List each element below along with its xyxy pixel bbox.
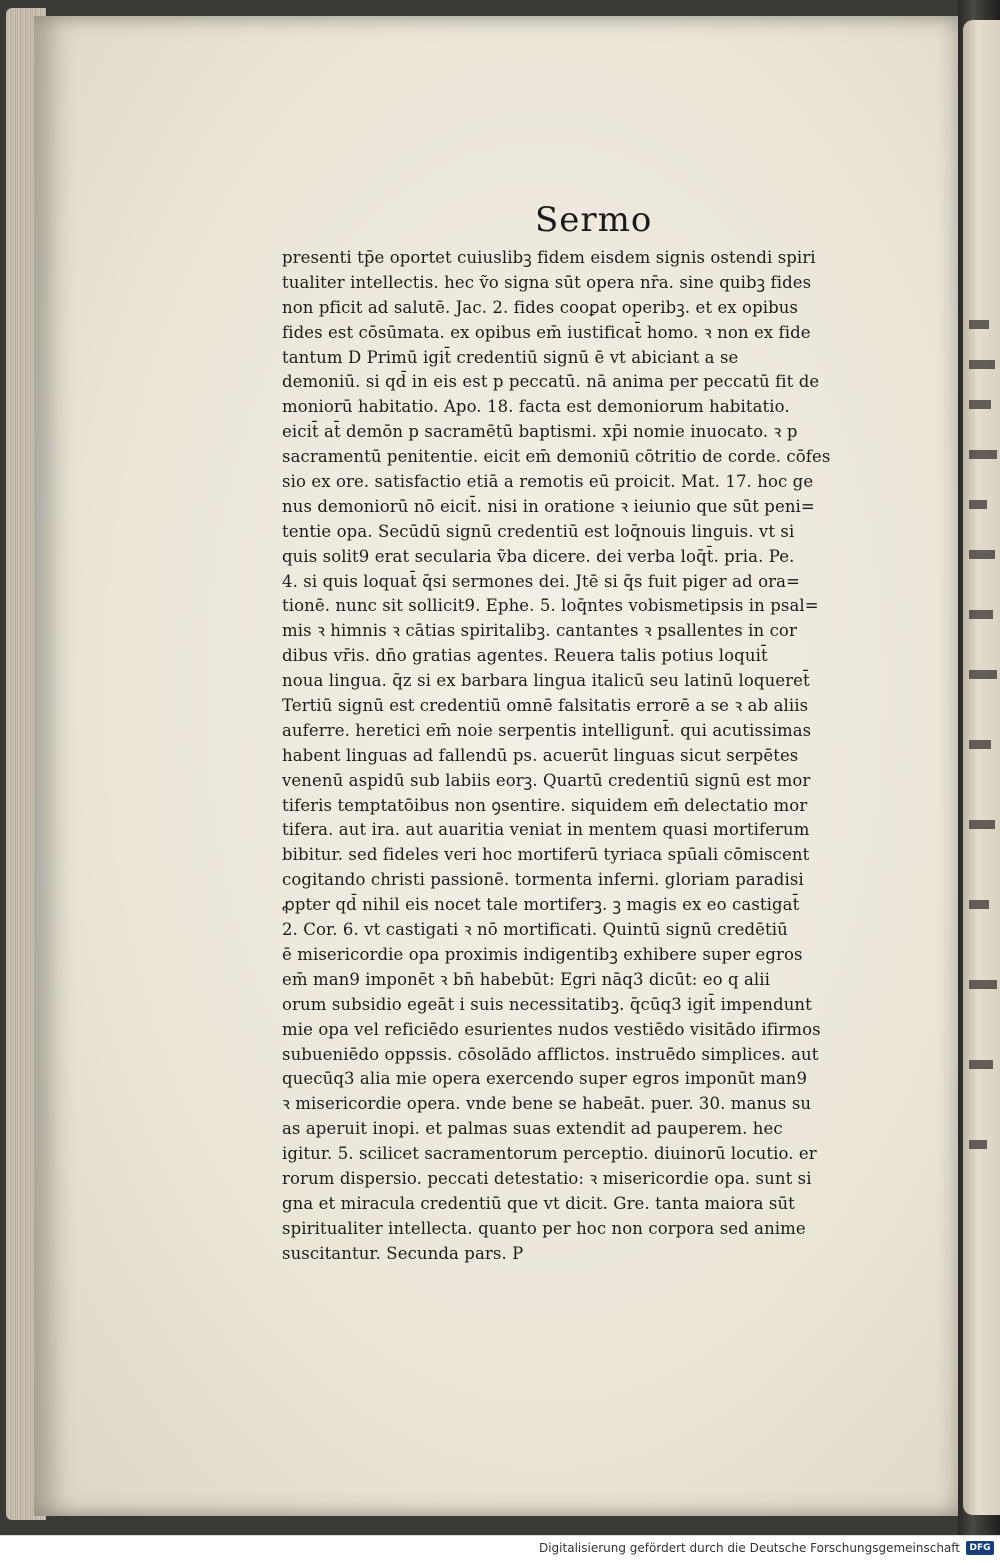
text-line: nus demoniorū nō eicit̄. nisi in oratione ꝛ ieiunio que sūt peni= xyxy=(282,496,815,516)
facing-page-text-fragment xyxy=(969,740,991,749)
text-line: cogitando christi passionē. tormenta inferni. gloriam paradisi xyxy=(282,870,804,890)
text-line: non pficit ad salutē. Jac. 2. fides cooꝑat operibꝫ. et ex opibus xyxy=(282,297,799,317)
text-line: presenti tp̄e oportet cuiuslibꝫ fidem eisdem signis ostendi spiri xyxy=(282,248,816,267)
text-line: rorum dispersio. peccati detestatio: ꝛ misericordie opa. sunt si xyxy=(282,1168,812,1188)
text-line: auferre. heretici em̄ noie serpentis intelligunt̄. qui acutissimas xyxy=(282,720,812,740)
text-line: dibus vr̄is. dn̄o gratias agentes. Reuera talis potius loquit̄ xyxy=(282,646,768,666)
text-line: venenū aspidū sub labiis eorꝫ. Quartū credentiū signū est mor xyxy=(282,770,811,790)
text-line: quis solit9 erat secularia ṽba dicere. dei verba loq̄t̄. pria. Pe. xyxy=(282,546,795,566)
text-line: tionē. nunc sit sollicit9. Ephe. 5. loq̄ntes vobismetipsis in psal= xyxy=(282,596,819,616)
text-line: ꝓpter qd̄ nihil eis nocet tale mortiferꝫ. ꝫ magis ex eo castigat̄ xyxy=(282,895,800,915)
text-line: ꝛ misericordie opera. vnde bene se habeāt. puer. 30. manus su xyxy=(282,1094,812,1114)
text-line: orum subsidio egeāt i suis necessitatibꝫ. q̄cūq3 igit̄ impendunt xyxy=(282,994,812,1014)
text-line: Tertiū signū est credentiū omnē falsitatis errorē a se ꝛ ab aliis xyxy=(282,696,809,716)
facing-page-text-fragment xyxy=(969,450,997,459)
text-line: 2. Cor. 6. vt castigati ꝛ nō mortificati. Quintū signū credētiū xyxy=(282,920,788,940)
footer-bar xyxy=(0,1535,1000,1562)
facing-page-text-fragment xyxy=(969,320,989,329)
text-line: tiferis temptatōibus non ꝯsentire. siquidem em̄ delectatio mor xyxy=(282,795,808,815)
text-line: ē misericordie opa proximis indigentibꝫ exhibere super egros xyxy=(282,944,803,964)
dfg-logo: DFG xyxy=(966,1541,994,1555)
facing-page-text-fragment xyxy=(969,900,989,909)
facing-page-text-fragment xyxy=(969,610,993,619)
text-line: igitur. 5. scilicet sacramentorum perceptio. diuinorū locutio. er xyxy=(282,1144,817,1164)
text-line: subueniēdo oppssis. cōsolādo afflictos. instruēdo simplices. aut xyxy=(282,1044,819,1064)
facing-page-text-fragment xyxy=(969,500,987,509)
text-line: 4. si quis loquat̄ q̄si sermones dei. Jtē si q̄s fuit piger ad ora= xyxy=(282,571,800,591)
facing-page-text-fragment xyxy=(969,550,995,559)
text-line: eicit̄ at̄ demōn p sacramētū baptismi. xp̄i nomie inuocato. ꝛ p xyxy=(282,422,798,442)
text-line: tualiter intellectis. hec ṽo signa sūt opera nr̄a. sine quibꝫ fides xyxy=(282,272,812,292)
text-line: suscitantur. Secunda pars. P xyxy=(282,1243,524,1263)
facing-page-text-fragment xyxy=(969,820,995,829)
facing-page-text-fragment xyxy=(969,360,995,369)
facing-page-text-fragment xyxy=(969,1060,993,1069)
text-line: sacramentū penitentie. eicit em̄ demoniū cōtritio de corde. cōfes xyxy=(282,447,831,467)
text-line: quecūq3 alia mie opera exercendo super egros imponūt man9 xyxy=(282,1069,808,1089)
text-line: fides est cōsūmata. ex opibus em̄ iustificat̄ homo. ꝛ non ex fide xyxy=(282,322,811,342)
facing-page-text-fragment xyxy=(969,1140,987,1149)
text-line: em̄ man9 imponēt ꝛ bn̄ habebūt: Egri nāq3 dicūt: eo q alii xyxy=(282,969,771,989)
text-line: mie opa vel reficiēdo esurientes nudos vestiēdo visitādo ifirmos xyxy=(282,1019,821,1039)
facing-page-text-fragment xyxy=(969,980,997,989)
text-line: gna et miracula credentiū que vt dicit. Gre. tanta maiora sūt xyxy=(282,1193,795,1213)
facing-page-edge xyxy=(963,20,1000,1515)
facing-page-text-fragment xyxy=(969,400,991,409)
text-line: habent linguas ad fallendū ps. acuerūt linguas sicut serpētes xyxy=(282,745,799,765)
text-line: tentie opa. Secūdū signū credentiū est loq̄nouis linguis. vt si xyxy=(282,521,795,541)
text-line: moniorū habitatio. Apo. 18. facta est demoniorum habitatio. xyxy=(282,397,790,417)
text-line: noua lingua. q̄z si ex barbara lingua italicū seu latinū loqueret̄ xyxy=(282,671,810,691)
text-line: as aperuit inopi. et palmas suas extendit ad pauperem. hec xyxy=(282,1119,783,1139)
text-line: sio ex ore. satisfactio etiā a remotis eū proicit. Mat. 17. hoc ge xyxy=(282,472,814,492)
text-line: tifera. aut ira. aut auaritia veniat in mentem quasi mortiferum xyxy=(282,820,810,840)
funding-credit: Digitalisierung gefördert durch die Deutsche Forschungsgemeinschaft xyxy=(538,1541,960,1555)
text-block xyxy=(282,246,842,1267)
text-line: demoniū. si qd̄ in eis est p peccatū. nā anima per peccatū fit de xyxy=(282,372,820,392)
text-line: tantum D Primū igit̄ credentiū signū ē vt abiciant a se xyxy=(282,347,739,367)
facing-page-text-fragment xyxy=(969,670,997,679)
text-line: mis ꝛ himnis ꝛ cātias spiritalibꝫ. cantantes ꝛ psallentes in cor xyxy=(282,621,797,641)
text-line: bibitur. sed fideles veri hoc mortiferū tyriaca spūali cōmiscent xyxy=(282,845,810,865)
running-head: Sermo xyxy=(535,200,653,240)
text-line: spiritualiter intellecta. quanto per hoc non corpora sed anime xyxy=(282,1218,806,1238)
